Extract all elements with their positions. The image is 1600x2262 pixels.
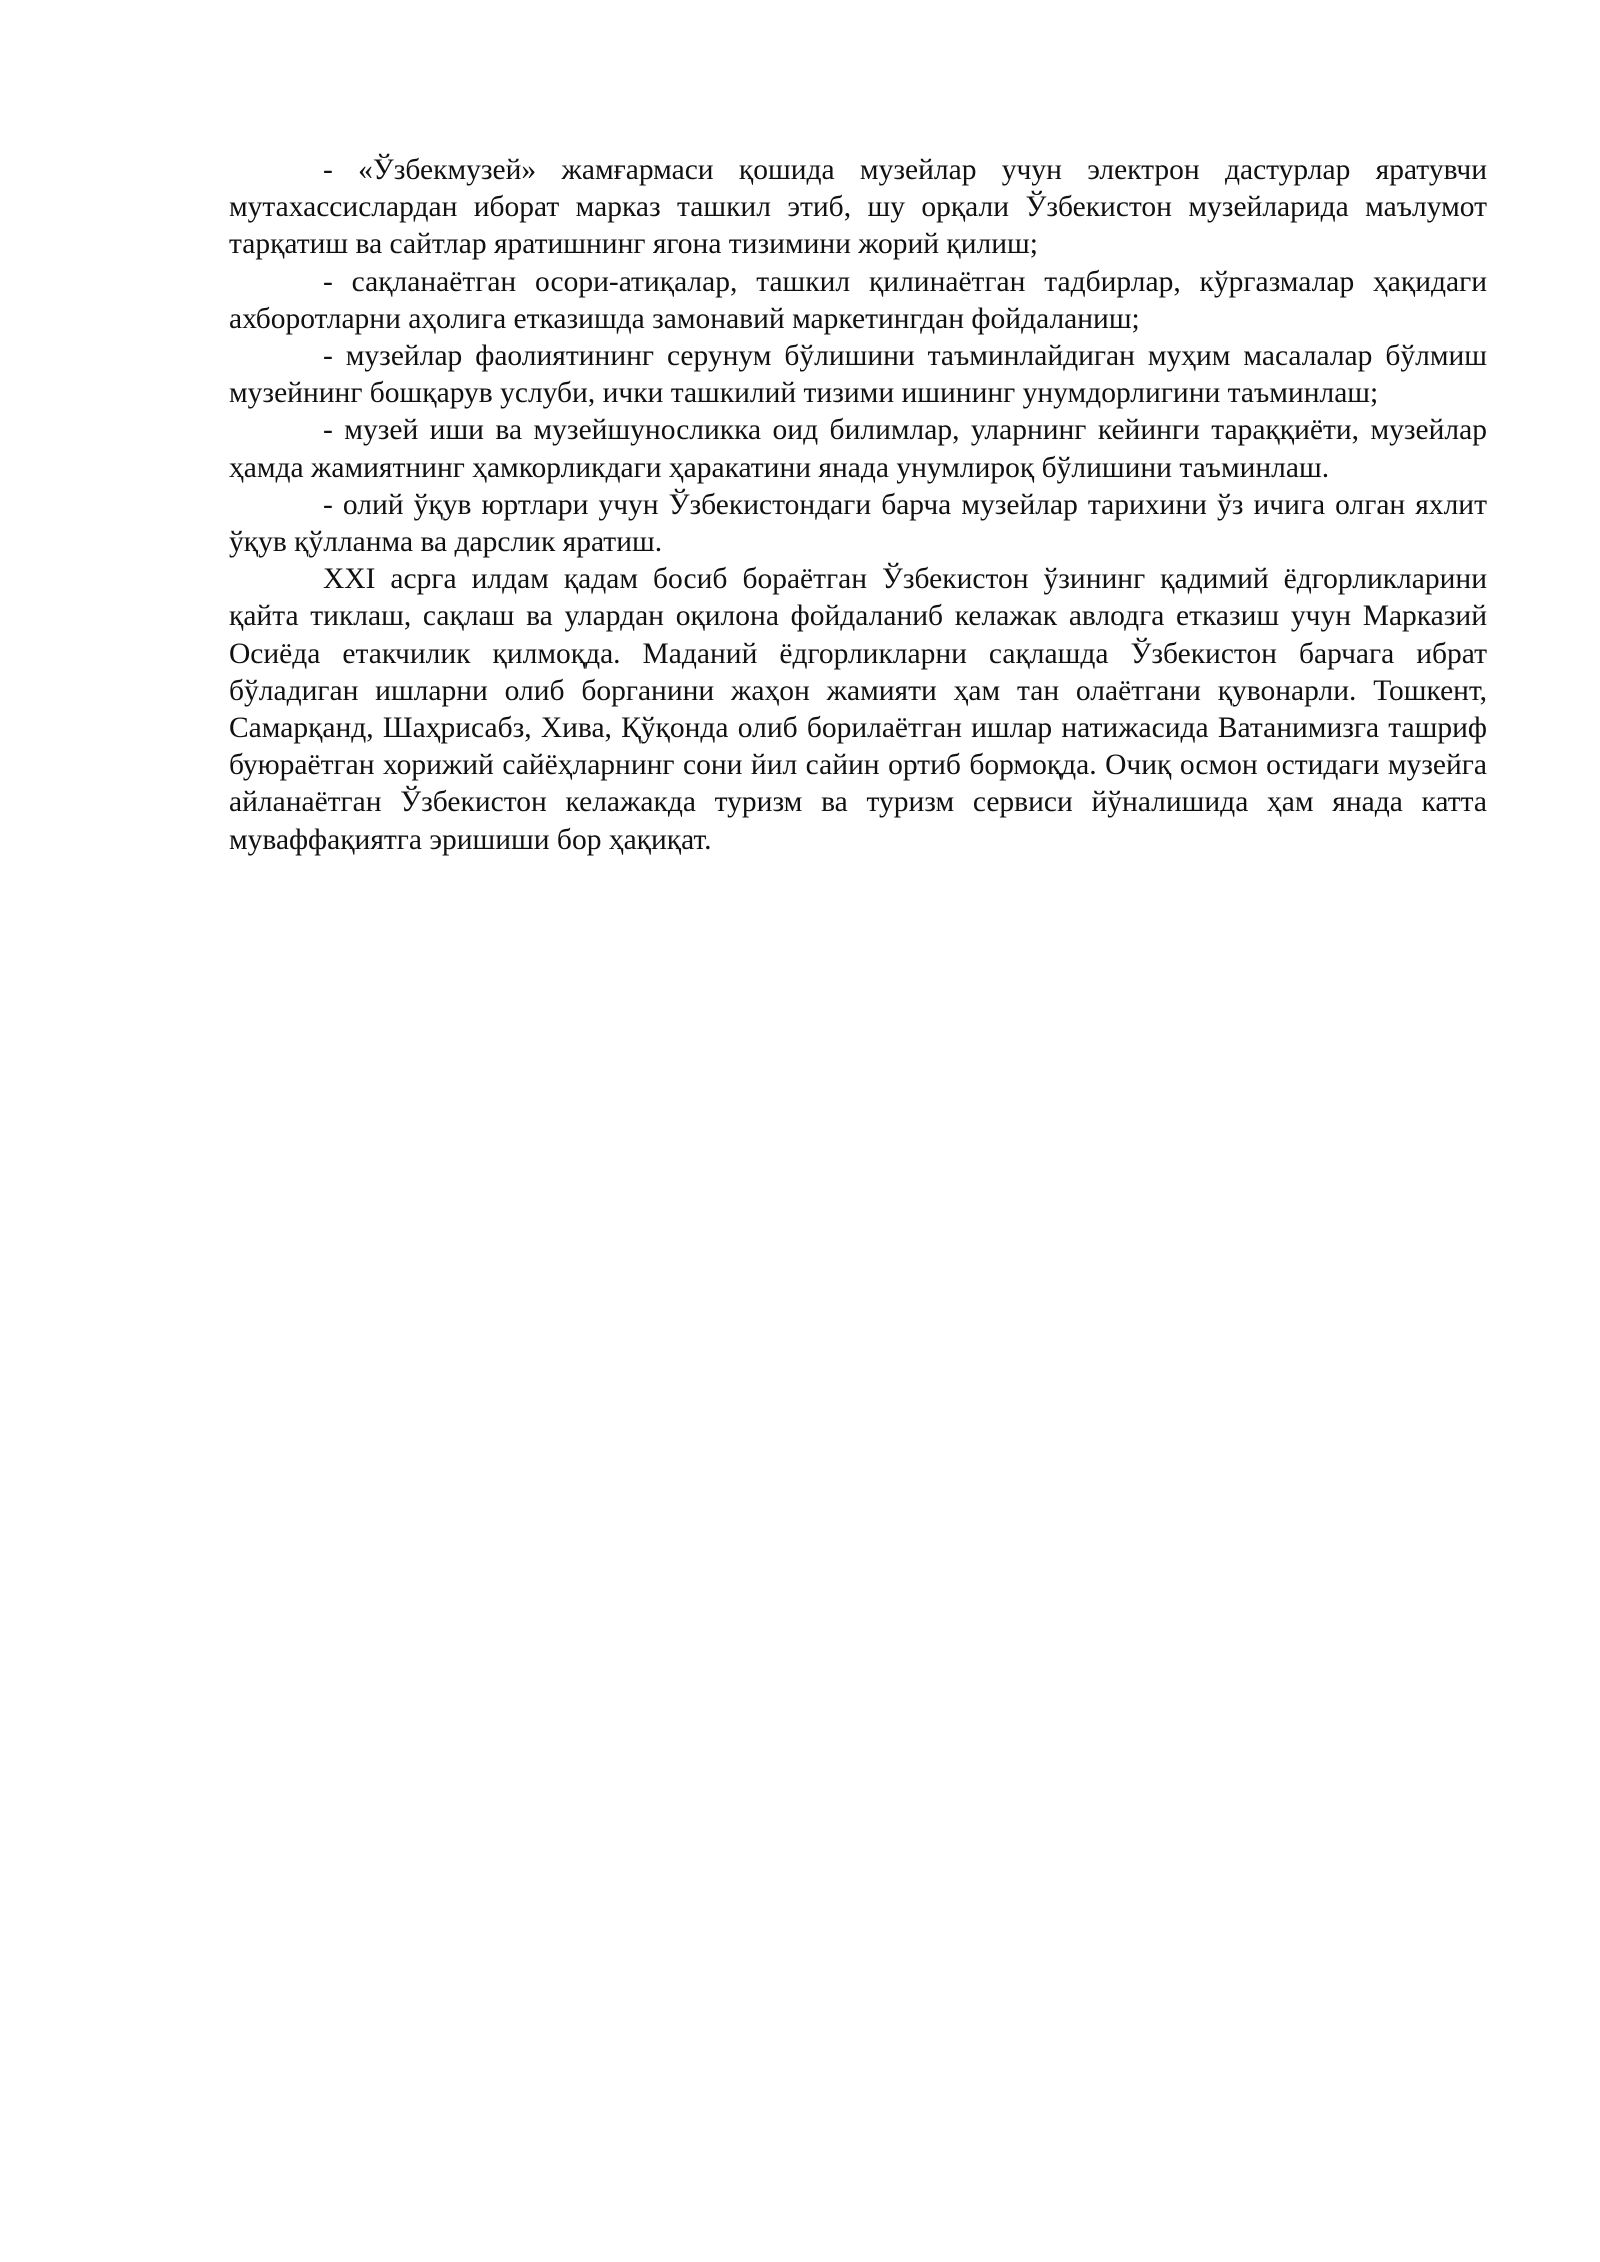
paragraph-electronic-programs-center: - «Ўзбекмузей» жамғармаси қошида музейлар учун электрон дастурлар яратувчи мутахассислардан иборат марказ ташкил этиб, шу орқали Ўзбекистон музейларида маълумот тарқатиш ва сайтлар яратишнинг ягона тизимини жорий қилиш;	[229, 154, 1487, 261]
document-body	[229, 152, 1487, 859]
paragraph-marketing-information: - сақланаётган осори-атиқалар, ташкил қилинаётган тадбирлар, кўргазмалар ҳақидаги ахборотларни аҳолига етказишда замонавий маркетингдан фойдаланиш;	[229, 265, 1487, 335]
paragraph-uzbekistan-heritage: XXI асрга илдам қадам босиб бораётган Ўзбекистон ўзининг қадимий ёдгорликларини қайта тиклаш, сақлаш ва улардан оқилона фойдаланиб келажак авлодга етказиш учун Марказий Осиёда етакчилик қилмоқда. Маданий ёдгорликларни сақлашда Ўзбекистон барчага ибрат бўладиган ишларни олиб борганини жаҳон жамияти ҳам тан олаётгани қувонарли. Тошкент, Самарқанд, Шаҳрисабз, Хива, Қўқонда олиб борилаётган ишлар натижасида Ватанимизга ташриф буюраётган хорижий сайёҳларнинг сони йил сайин ортиб бормоқда. Очиқ осмон остидаги музейга айланаётган Ўзбекистон келажакда туризм ва туризм сервиси йўналишида ҳам янада катта муваффақиятга эришиши бор ҳақиқат.	[229, 563, 1487, 856]
paragraph-textbook-creation: - олий ўқув юртлари учун Ўзбекистондаги барча музейлар тарихини ўз ичига олган яхлит ўқув қўлланма ва дарслик яратиш.	[229, 488, 1487, 559]
paragraph-museum-management: - музейлар фаолиятининг серунум бўлишини таъминлайдиган муҳим масалалар бўлмиш музейнинг бошқарув услуби, ички ташкилий тизими ишининг унумдорлигини таъминлаш;	[229, 340, 1487, 410]
paragraph-museology-knowledge: - музей иши ва музейшуносликка оид билимлар, уларнинг кейинги тараққиёти, музейлар ҳамда жамиятнинг ҳамкорликдаги ҳаракатини янада унумлироқ бўлишини таъминлаш.	[229, 414, 1487, 484]
